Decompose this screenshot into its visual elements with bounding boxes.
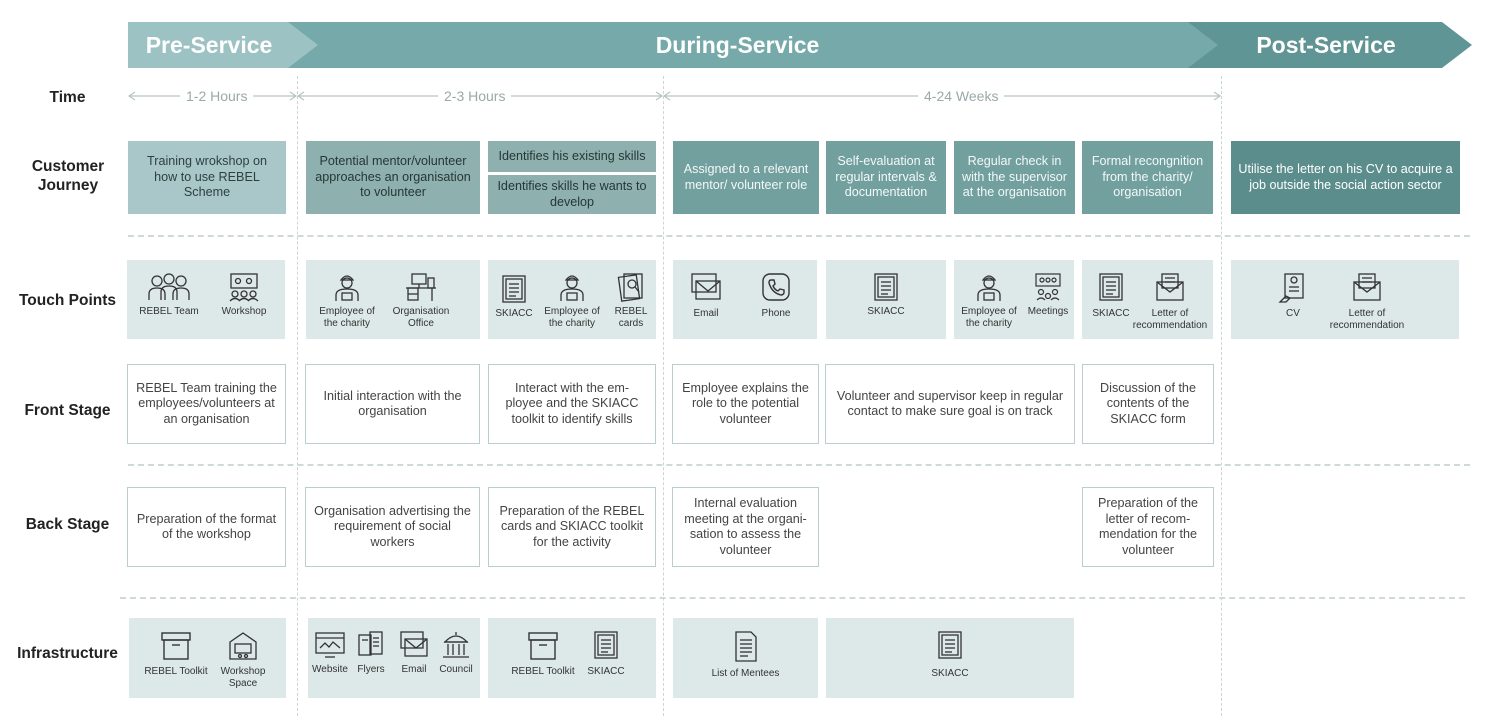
touchpoint-group xyxy=(1231,260,1459,339)
touchpoint: Phone xyxy=(751,272,801,320)
phone-icon xyxy=(761,272,791,304)
row-label-time: Time xyxy=(49,89,86,106)
journey-step: Identifies his existing skills xyxy=(488,141,656,172)
touchpoint: Workshop xyxy=(211,272,277,318)
row-label-touch-points: Touch Points xyxy=(18,292,116,309)
journey-step: Utilise the letter on his CV to acquire a job outside the social action sector xyxy=(1231,141,1460,214)
meetings-icon xyxy=(1033,272,1063,302)
touchpoint: REBEL cards xyxy=(610,272,652,330)
infrastructure-group xyxy=(826,618,1074,698)
infrastructure-item: List of Mentees xyxy=(693,630,798,680)
skiacc-form-icon xyxy=(592,630,620,662)
skiacc-form-icon xyxy=(936,630,964,664)
touchpoint-group xyxy=(488,260,656,339)
office-icon xyxy=(404,272,438,302)
cv-icon xyxy=(1277,272,1309,304)
skiacc-form-icon xyxy=(872,272,900,302)
website-icon xyxy=(313,630,347,660)
toolkit-box-icon xyxy=(159,630,193,662)
infrastructure-item: REBEL Toolkit xyxy=(135,630,217,678)
touchpoint: SKIACC xyxy=(490,274,538,320)
front-stage-step: REBEL Team training the employees/volunteers at an organisation xyxy=(127,364,286,444)
touchpoint-group xyxy=(1082,260,1213,339)
separator-post xyxy=(1221,76,1222,716)
journey-step: Training wrokshop on how to use REBEL Scheme xyxy=(128,141,286,214)
infrastructure-group xyxy=(488,618,656,698)
team-icon xyxy=(145,272,193,302)
email-icon xyxy=(398,630,430,660)
infrastructure-item: SKIACC xyxy=(926,630,974,680)
employee-icon xyxy=(332,272,362,302)
phase-during-label: During-Service xyxy=(655,31,820,58)
back-stage-step: Preparation of the format of the workshop xyxy=(127,487,286,567)
front-stage-step: Interact with the em- ployee and the SKIACC toolkit to identify skills xyxy=(488,364,656,444)
infrastructure-group xyxy=(129,618,286,698)
touchpoint: Organisation Office xyxy=(388,272,454,330)
time-pre: 1-2 Hours xyxy=(180,88,253,104)
time-mid: 2-3 Hours xyxy=(438,88,511,104)
journey-step: Assigned to a relevant mentor/ volunteer role xyxy=(673,141,819,214)
letter-icon xyxy=(1154,272,1186,304)
touchpoint: CV xyxy=(1271,272,1315,320)
council-icon xyxy=(440,630,472,660)
row-divider xyxy=(128,235,1470,237)
touchpoint: Letter of recommendation xyxy=(1128,272,1212,332)
journey-step: Potential mentor/volunteer approaches an organisation to volunteer xyxy=(306,141,480,214)
back-stage-step: Organisation advertising the requirement of social workers xyxy=(305,487,480,567)
employee-icon xyxy=(557,272,587,302)
infrastructure-group xyxy=(673,618,818,698)
journey-step: Self-evaluation at regular intervals & documentation xyxy=(826,141,946,214)
touchpoint: Employee of the charity xyxy=(312,272,382,330)
touchpoint-group xyxy=(826,260,946,339)
front-stage-step: Initial interaction with the organisation xyxy=(305,364,480,444)
touchpoint-group xyxy=(954,260,1074,339)
touchpoint: Employee of the charity xyxy=(956,272,1022,330)
infrastructure-item: SKIACC xyxy=(584,630,628,678)
touchpoint: SKIACC xyxy=(1086,272,1136,320)
touchpoint-group xyxy=(673,260,817,339)
back-stage-step: Internal evaluation meeting at the organi- sation to assess the volunteer xyxy=(672,487,819,567)
row-label-customer-journey: Customer Journey xyxy=(31,158,105,194)
back-stage-step: Preparation of the letter of recom- mendation for the volunteer xyxy=(1082,487,1214,567)
touchpoint: SKIACC xyxy=(862,272,910,318)
row-label-front-stage: Front Stage xyxy=(24,402,111,419)
phase-post-label: Post-Service xyxy=(1256,31,1396,58)
skiacc-form-icon xyxy=(1097,272,1125,304)
list-icon xyxy=(732,630,760,664)
touchpoint: Letter of recommendation xyxy=(1323,272,1411,332)
touchpoint: Meetings xyxy=(1026,272,1070,318)
front-stage-step: Volunteer and supervisor keep in regular contact to make sure goal is on track xyxy=(825,364,1075,444)
toolkit-box-icon xyxy=(526,630,560,662)
infrastructure-item: Website xyxy=(310,630,350,676)
front-stage-step: Discussion of the contents of the SKIACC form xyxy=(1082,364,1214,444)
infrastructure-item: Workshop Space xyxy=(217,630,269,690)
journey-step: Regular check in with the supervisor at the organisation xyxy=(954,141,1075,214)
rebel-cards-icon xyxy=(617,272,645,302)
row-label-infrastructure: Infrastructure xyxy=(17,645,118,662)
touchpoint: Email xyxy=(681,272,731,320)
touchpoint: REBEL Team xyxy=(133,272,205,318)
row-label-back-stage: Back Stage xyxy=(25,516,110,533)
touchpoint-group xyxy=(306,260,480,339)
flyers-icon xyxy=(356,630,386,660)
row-divider xyxy=(128,464,1470,466)
time-during: 4-24 Weeks xyxy=(918,88,1004,104)
email-icon xyxy=(689,272,723,304)
employee-icon xyxy=(974,272,1004,302)
journey-step: Identifies skills he wants to develop xyxy=(488,175,656,214)
phase-pre-label: Pre-Service xyxy=(145,31,273,58)
touchpoint: Employee of the charity xyxy=(538,272,606,330)
front-stage-step: Employee explains the role to the potential volunteer xyxy=(672,364,819,444)
infrastructure-item: Email xyxy=(394,630,434,676)
row-divider xyxy=(120,597,1465,599)
workshop-icon xyxy=(227,272,261,302)
workshop-space-icon xyxy=(227,630,259,662)
separator-mid xyxy=(663,76,664,716)
journey-step: Formal recongnition from the charity/ organisation xyxy=(1082,141,1213,214)
touchpoint-group xyxy=(127,260,285,339)
separator-pre xyxy=(297,76,298,716)
infrastructure-item: Council xyxy=(434,630,478,676)
infrastructure-group xyxy=(308,618,480,698)
skiacc-form-icon xyxy=(500,274,528,304)
infrastructure-item: REBEL Toolkit xyxy=(500,630,586,678)
letter-icon xyxy=(1351,272,1383,304)
back-stage-step: Preparation of the REBEL cards and SKIACC toolkit for the activity xyxy=(488,487,656,567)
infrastructure-item: Flyers xyxy=(352,630,390,676)
